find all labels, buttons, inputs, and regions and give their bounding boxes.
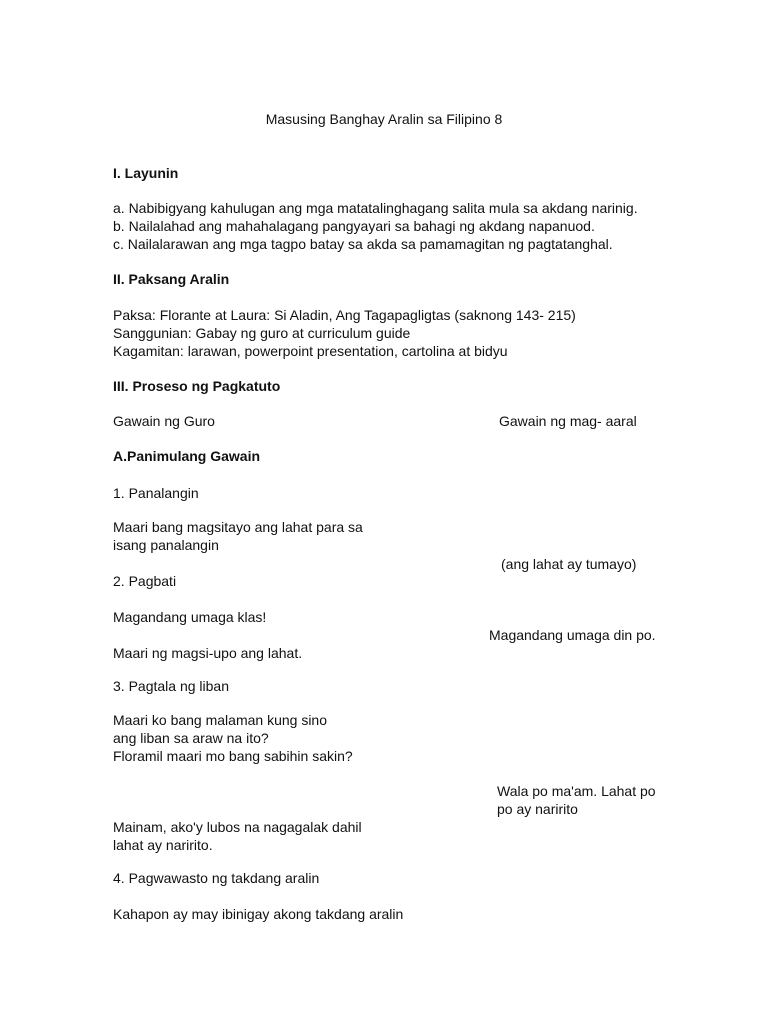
teacher-line: Maari bang magsitayo ang lahat para sa — [113, 519, 363, 535]
sanggunian-line: Sanggunian: Gabay ng guro at curriculum guide — [113, 325, 411, 341]
document-title: Masusing Banghay Aralin sa Filipino 8 — [265, 111, 503, 127]
section-heading-proseso: III. Proseso ng Pagkatuto — [113, 378, 281, 394]
teacher-line: isang panalangin — [113, 537, 219, 553]
teacher-line: Floramil maari mo bang sabihin sakin? — [113, 748, 353, 764]
column-header-teacher: Gawain ng Guro — [113, 413, 215, 429]
column-header-student: Gawain ng mag- aaral — [499, 413, 637, 429]
subsection-heading-panimulang-gawain: A.Panimulang Gawain — [113, 448, 261, 464]
student-line: po ay naririto — [497, 801, 578, 817]
teacher-line: Maari ng magsi-upo ang lahat. — [113, 645, 303, 661]
teacher-line: Kahapon ay may ibinigay akong takdang aralin — [113, 906, 404, 922]
student-line: Magandang umaga din po. — [489, 627, 656, 643]
objective-c: c. Nailalarawan ang mga tagpo batay sa akda sa pamamagitan ng pagtatanghal. — [113, 236, 613, 252]
section-heading-layunin: I. Layunin — [113, 165, 179, 181]
section-heading-paksang-aralin: II. Paksang Aralin — [113, 271, 230, 287]
step-pagtala-ng-liban: 3. Pagtala ng liban — [113, 678, 229, 694]
objective-b: b. Nailalahad ang mahahalagang pangyayari sa bahagi ng akdang napanuod. — [113, 218, 595, 234]
teacher-line: ang liban sa araw na ito? — [113, 730, 269, 746]
objective-a: a. Nabibigyang kahulugan ang mga matatalinghagang salita mula sa akdang narinig. — [113, 200, 638, 216]
kagamitan-line: Kagamitan: larawan, powerpoint presentation, cartolina at bidyu — [113, 343, 508, 359]
step-panalangin: 1. Panalangin — [113, 485, 199, 501]
teacher-line: Mainam, ako'y lubos na nagagalak dahil — [113, 819, 362, 835]
teacher-line: lahat ay naririto. — [113, 837, 213, 853]
teacher-line: Magandang umaga klas! — [113, 609, 267, 625]
step-pagbati: 2. Pagbati — [113, 573, 177, 589]
paksa-line: Paksa: Florante at Laura: Si Aladin, Ang Tagapagligtas (saknong 143- 215) — [113, 307, 576, 323]
student-line: Wala po ma'am. Lahat po — [497, 783, 656, 799]
student-line: (ang lahat ay tumayo) — [501, 556, 637, 572]
teacher-line: Maari ko bang malaman kung sino — [113, 712, 328, 728]
step-pagwawasto: 4. Pagwawasto ng takdang aralin — [113, 870, 320, 886]
